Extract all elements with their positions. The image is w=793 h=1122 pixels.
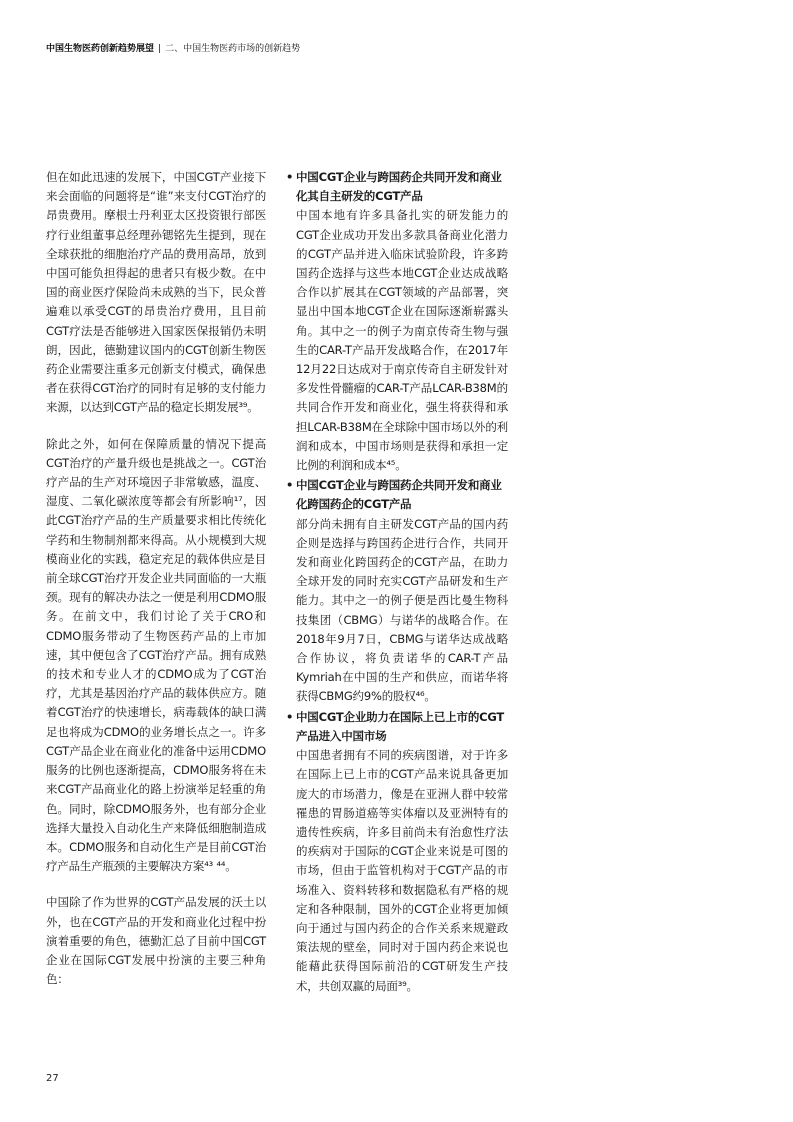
header-doc-title: 中国生物医药创新趋势展望: [46, 44, 155, 54]
bullet-dot: •: [286, 170, 294, 184]
paragraph-roles-intro: 中国除了作为世界的CGT产品发展的沃土以外，也在CGT产品的开发和商业化过程中扮演着重要的角色，德勤汇总了目前中国CGT企业在国际CGT发展中扮演的主要三种角色：: [46, 895, 266, 987]
header-separator: |: [158, 44, 162, 54]
bullet-dot: •: [286, 478, 294, 493]
bullet-item: [286, 168, 508, 475]
paragraph-payment: 但在如此迅速的发展下，中国CGT产业接下来会面临的问题将是“谁”来支付CGT治疗的昂贵费用。摩根士丹利亚太区投资银行部医疗行业组董事总经理孙锶铭先生提到，现在全球获批的细胞治疗产品的费用高昂，放到中国可能负担得起的患者只有极少数。在中国的商业医疗保险尚未成熟的当下，民众普遍难以承受CGT的昂贵治疗费用，且目前CGT疗法是否能够进入国家医保报销仍未明朗，因此，德勤建议国内的CGT创新生物医药企业需要注重多元创新支付模式，确保患者在获得CGT治疗的同时有足够的支付能力来源，以达到CGT产品的稳定长期发展³⁹。: [46, 170, 266, 415]
bullet-title: 中国CGT企业助力在国际上已上市的CGT产品进入中国市场: [296, 709, 505, 743]
bullet-dot: •: [286, 709, 294, 724]
right-column: [286, 168, 508, 997]
bullet-title: 中国CGT企业与跨国药企共同开发和商业化其自主研发的CGT产品: [296, 170, 502, 204]
left-column: [46, 168, 266, 1006]
bullet-item: [286, 708, 508, 996]
running-header: [46, 43, 300, 56]
bullet-item: [286, 476, 508, 706]
bullet-body: 中国本地有许多具备扎实的研发能力的CGT企业成功开发出多款具备商业化潜力的CGT产品并进入临床试验阶段，许多跨国药企选择与这些本地CGT企业达成战略合作以扩展其在CGT领域的产品部署，突显出中国本地CGT企业在国际逐渐崭露头角。其中之一的例子为南京传奇生物与强生的CAR-T产品开发战略合作，在2017年12月22日达成对于南京传奇自主研发针对多发性骨髓瘤的CAR-T产品LCAR-B38M的共同合作开发和商业化，强生将获得和承担LCAR-B38M在全球除中国市场以外的利润和成本，中国市场则是获得和承担一定比例的利润和成本⁴⁵。: [296, 208, 508, 473]
bullet-body: 部分尚未拥有自主研发CGT产品的国内药企则是选择与跨国药企进行合作，共同开发和商业化跨国药企的CGT产品，在助力全球开发的同时充实CGT产品研发和生产能力。其中之一的例子便是西比曼生物科技集团（CBMG）与诺华的战略合作。在2018年9月7日，CBMG与诺华达成战略合作协议，将负责诺华的CAR-T产品Kymriah在中国的生产和供应，而诺华将获得CBMG约9%的股权⁴⁶。: [296, 516, 508, 704]
bullet-body: 中国患者拥有不同的疾病图谱，对于许多在国际上已上市的CGT产品来说具备更加庞大的市场潜力，像是在亚洲人群中较常罹患的胃肠道癌等实体瘤以及亚洲特有的遗传性疾病，许多目前尚未有治愈性疗法的疾病对于国际的CGT企业来说是可图的市场，但由于监管机构对于CGT产品的市场准入、资料转移和数据隐私有严格的规定和各种限制，国外的CGT企业将更加倾向于通过与国内药企的合作关系来规避政策法规的壁垒，同时对于国内药企来说也能藉此获得国际前沿的CGT研发生产技术，共创双赢的局面³⁹。: [296, 748, 508, 993]
paragraph-manufacturing: 除此之外，如何在保障质量的情况下提高CGT治疗的产量升级也是挑战之一。CGT治疗产品的生产对环境因子非常敏感，温度、湿度、二氧化碳浓度等都会有所影响¹⁷，因此CGT治疗产品的生产质量要求相比传统化学药和生物制剂都来得高。从小规模到大规模商业化的实践，稳定充足的载体供应是目前全球CGT治疗开发企业共同面临的一大瓶颈。现有的解决办法之一便是利用CDMO服务。在前文中，我们讨论了关于CRO和CDMO服务带动了生物医药产品的上市加速，其中便包含了CGT治疗产品。拥有成熟的技术和专业人才的CDMO成为了CGT治疗，尤其是基因治疗产品的载体供应方。随着CGT治疗的快速增长，病毒载体的缺口满足也将成为CDMO的业务增长点之一。许多CGT产品企业在商业化的准备中运用CDMO服务的比例也逐渐提高，CDMO服务将在未来CGT产品商业化的路上扮演举足轻重的角色。同时，除CDMO服务外，也有部分企业选择大量投入自动化生产来降低细胞制造成本。CDMO服务和自动化生产是目前CGT治疗产品生产瓶颈的主要解决方案⁴³ ⁴⁴。: [46, 436, 266, 874]
page-number: 27: [46, 1073, 59, 1084]
bullet-title: 中国CGT企业与跨国药企共同开发和商业化跨国药企的CGT产品: [296, 478, 502, 512]
header-section-title: 二、中国生物医药市场的创新趋势: [165, 44, 301, 54]
